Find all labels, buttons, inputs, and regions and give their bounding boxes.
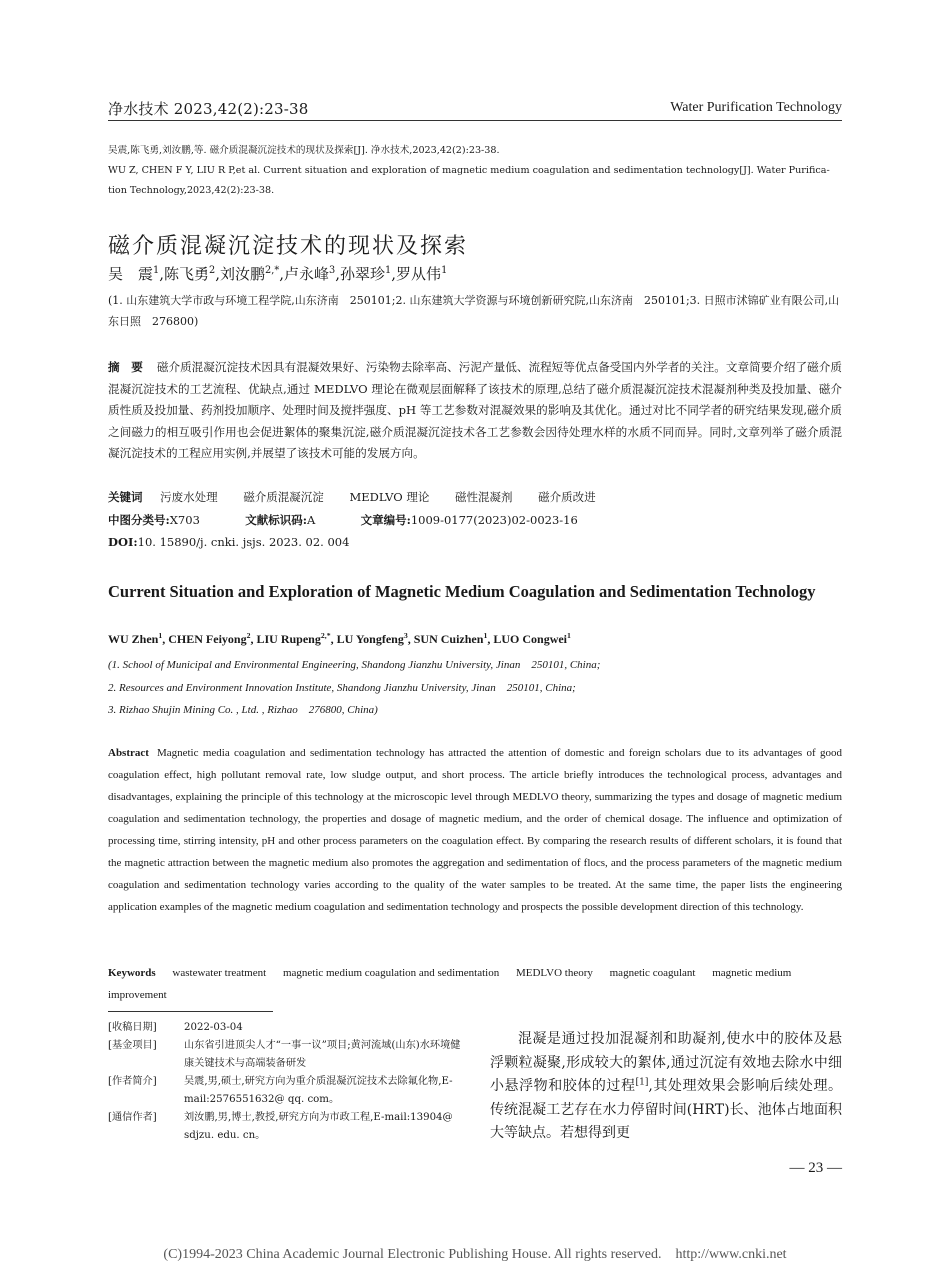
author-list-cn: 吴 震$^1$,陈飞勇$^2$,刘汝鹏$^{2,*}$,卢永峰$^3$,孙翠珍$^1$,罗从伟$^1$ [108, 265, 448, 283]
keyword-en: magnetic medium coagulation and sedimentation [282, 967, 500, 979]
abstract-cn-text: 磁介质混凝沉淀技术因具有混凝效果好、污染物去除率高、污泥产量低、流程短等优点备受国内外学者的关注。文章简要介绍了磁介质混凝沉淀技术的工艺流程、优缺点,通过 MEDLVO 理论在微观层面解释了该技术的原理,总结了磁介质混凝沉淀技术混凝剂种类及投加量、磁介质性质及投加量、药剂投加顺序、处理时间及搅拌强度、pH 等工艺参数对混凝效果的影响及其优化。通过对比不同学者的研究结果发现,磁介质之间磁力的相互吸引作用也会促进絮体的聚集沉淀,磁介质混凝沉淀技术各工艺参数会因待处理水样的水质不同而异。同时,文章列举了磁介质混凝沉淀技术的工程应用实例,并展望了该技术可能的发展方向。 [108, 360, 842, 461]
affiliation-en-line: 3. Rizhao Shujin Mining Co. , Ltd. , Rizhao 276800, China) [108, 704, 378, 716]
body-paragraph [490, 1028, 842, 1146]
footnote-key: [通信作者] [108, 1112, 157, 1123]
author-affil-mark: 1 [385, 265, 392, 276]
author-name-en: LUO Congwei [493, 632, 568, 646]
keyword-cn: 磁介质改进 [538, 490, 596, 504]
author-name-en: CHEN Feiyong [168, 632, 247, 646]
keywords-cn-label: 关键词 [108, 490, 143, 504]
author-name: 罗从伟 [396, 265, 442, 283]
reference-link[interactable]: [1] [635, 1077, 649, 1088]
body-text-part: 混凝是通过投加混凝剂和助凝剂,使水中的胶体及悬浮颗粒凝聚,形成较大的絮体,通过沉淀有效地去除水中细小悬浮物和胶体的过程 [490, 1031, 842, 1094]
footnote-row [108, 1109, 470, 1145]
keyword-cn: 污废水处理 [160, 490, 218, 504]
keywords-en [108, 962, 842, 1006]
citation-cn: 吴震,陈飞勇,刘汝鹏,等. 磁介质混凝沉淀技术的现状及探索[J]. 净水技术,2023,42(2):23-38. [108, 145, 500, 156]
author-affil-mark: 1 [567, 631, 571, 640]
abstract-en-label: Abstract [108, 747, 149, 759]
keyword-en: magnetic coagulant [609, 967, 696, 979]
clc-label: 中图分类号: [108, 513, 170, 527]
footnotes [108, 1019, 470, 1145]
author-name: 刘汝鹏 [220, 265, 266, 283]
author-name: 吴 震 [108, 265, 154, 283]
abstract-en [108, 742, 842, 918]
footnote-row [108, 1073, 470, 1109]
author-affil-mark: 2 [209, 265, 216, 276]
footnote-key: [基金项目] [108, 1040, 157, 1051]
author-name-en: WU Zhen [108, 632, 159, 646]
abstract-cn [108, 357, 842, 465]
copyright-notice: (C)1994-2023 China Academic Journal Electronic Publishing House. All rights reserved. http://www.cnki.net [163, 1247, 787, 1262]
journal-name-en: Water Purification Technology [670, 100, 842, 115]
article-number-label: 文章编号: [360, 513, 411, 527]
author-affil-mark: 2,* [265, 265, 280, 276]
abstract-cn-label: 摘 要 [108, 360, 143, 374]
classification-row [108, 512, 842, 528]
author-affil-mark: 1 [158, 631, 163, 640]
footnote-row [108, 1019, 470, 1037]
abstract-en-text: Magnetic media coagulation and sedimentation technology has attracted the attention of domestic and foreign scholars due to its advantages of good coagulation effect, high pollutant removal rate, low sludge output, and short process. The article briefly introduces the technological process, advantages and disadvantages, explaining the principle of this technology at the microscopic level through MEDLVO theory, summarizing the types and dosage of magnetic medium coagulation and sedimentation technology, the properties and dosage of magnetic medium, and the order of chemical dosage. The influence and optimization of processing time, stirring intensity, pH and other process parameters on the coagulation effect. By comparing the research results of different scholars, it is found that the magnetic attraction between the magnetic medium also promotes the aggregation and sedimentation of flocs, and the process parameters of the magnetic medium coagulation and sedimentation technology varies according to the quality of the water samples to be treated. At the same time, the paper lists the engineering application examples of the magnetic medium coagulation and sedimentation technology and prospects the possible development direction of this technology. [108, 747, 842, 913]
affiliation-en-line: (1. School of Municipal and Environmental Engineering, Shandong Jianzhu University, Jinan 250101, China; [108, 659, 601, 671]
affiliation-en-line: 2. Resources and Environment Innovation Institute, Shandong Jianzhu University, Jinan 250101, China; [108, 681, 576, 694]
author-affil-mark: 2,* [320, 631, 331, 640]
author-name: 陈飞勇 [164, 265, 210, 283]
keyword-cn: 磁性混凝剂 [454, 490, 513, 504]
author-affil-mark: 1 [483, 631, 488, 640]
author-name-en: SUN Cuizhen [413, 632, 484, 646]
footnote-value: 刘汝鹏,男,博士,教授,研究方向为市政工程,E-mail:13904@ sdjzu. edu. cn。 [184, 1112, 453, 1141]
footnote-divider [108, 1011, 273, 1012]
footnote-key: [收稿日期] [108, 1022, 157, 1033]
running-header [108, 96, 842, 121]
author-name: 卢永峰 [284, 265, 330, 283]
doc-code-value: A [306, 513, 316, 527]
doi-value: 10. 15890/j. cnki. jsjs. 2023. 02. 004 [137, 535, 350, 549]
author-name: 孙翠珍 [340, 265, 386, 283]
doi-row [108, 535, 842, 549]
affiliation-en [108, 654, 842, 722]
article-title-cn: 磁介质混凝沉淀技术的现状及探索 [108, 234, 469, 259]
keyword-en: wastewater treatment [172, 967, 267, 979]
author-affil-mark: 3 [329, 265, 336, 276]
footnote-key: [作者简介] [108, 1076, 157, 1087]
journal-issue: 净水技术 2023,42(2):23-38 [108, 100, 309, 118]
keyword-en: MEDLVO theory [515, 967, 593, 979]
keywords-en-label: Keywords [108, 967, 156, 979]
citation-block [108, 141, 842, 201]
author-affil-mark: 1 [153, 265, 160, 276]
article-title-en: Current Situation and Exploration of Magnetic Medium Coagulation and Sedimentation Technology [108, 582, 816, 601]
doi-label: DOI: [108, 535, 138, 549]
clc-value: X703 [169, 513, 200, 527]
keywords-cn [108, 489, 842, 505]
footnote-row [108, 1037, 470, 1073]
author-name-en: LIU Rupeng [256, 632, 321, 646]
body-text-part: ,其处理效果会影响后续处理。传统混凝工艺存在水力停留时间(HRT)长、池体占地面积大等缺点。若想得到更 [490, 1078, 843, 1141]
article-number-value: 1009-0177(2023)02-0023-16 [410, 513, 578, 527]
keyword-en: magnetic medium improvement [108, 967, 792, 1001]
keyword-cn: 磁介质混凝沉淀 [243, 490, 324, 504]
footnote-value: 吴震,男,硕士,研究方向为重介质混凝沉淀技术去除氟化物,E-mail:2576551632@ qq. com。 [184, 1076, 453, 1105]
author-affil-mark: 2 [246, 631, 251, 640]
citation-en-line2: tion Technology,2023,42(2):23-38. [108, 185, 275, 196]
author-affil-mark: 1 [441, 265, 448, 276]
keyword-cn: MEDLVO 理论 [349, 490, 430, 504]
page-number: — 23 — [789, 1160, 842, 1176]
citation-en-line1: WU Z, CHEN F Y, LIU R P,et al. Current situation and exploration of magnetic medium coagulation and sedimentation technology[J]. Water Purifica- [108, 165, 830, 176]
footnote-value: 2022-03-04 [184, 1022, 243, 1033]
affiliation-cn: (1. 山东建筑大学市政与环境工程学院,山东济南 250101;2. 山东建筑大学资源与环境创新研究院,山东济南 250101;3. 日照市沭锦矿业有限公司,山东日照 276800) [108, 294, 840, 328]
author-affil-mark: 3 [403, 631, 408, 640]
doc-code-label: 文献标识码: [245, 513, 307, 527]
author-list-en: WU Zhen$^1$, CHEN Feiyong$^2$, LIU Rupeng$^{2,*}$, LU Yongfeng$^3$, SUN Cuizhen$^1$, LUO Congwei$^1$ [108, 631, 571, 646]
author-name-en: LU Yongfeng [336, 632, 404, 646]
footnote-value: 山东省引进顶尖人才“一事一议”项目;黄河流域(山东)水环境健康关键技术与高端装备研发 [184, 1040, 461, 1069]
